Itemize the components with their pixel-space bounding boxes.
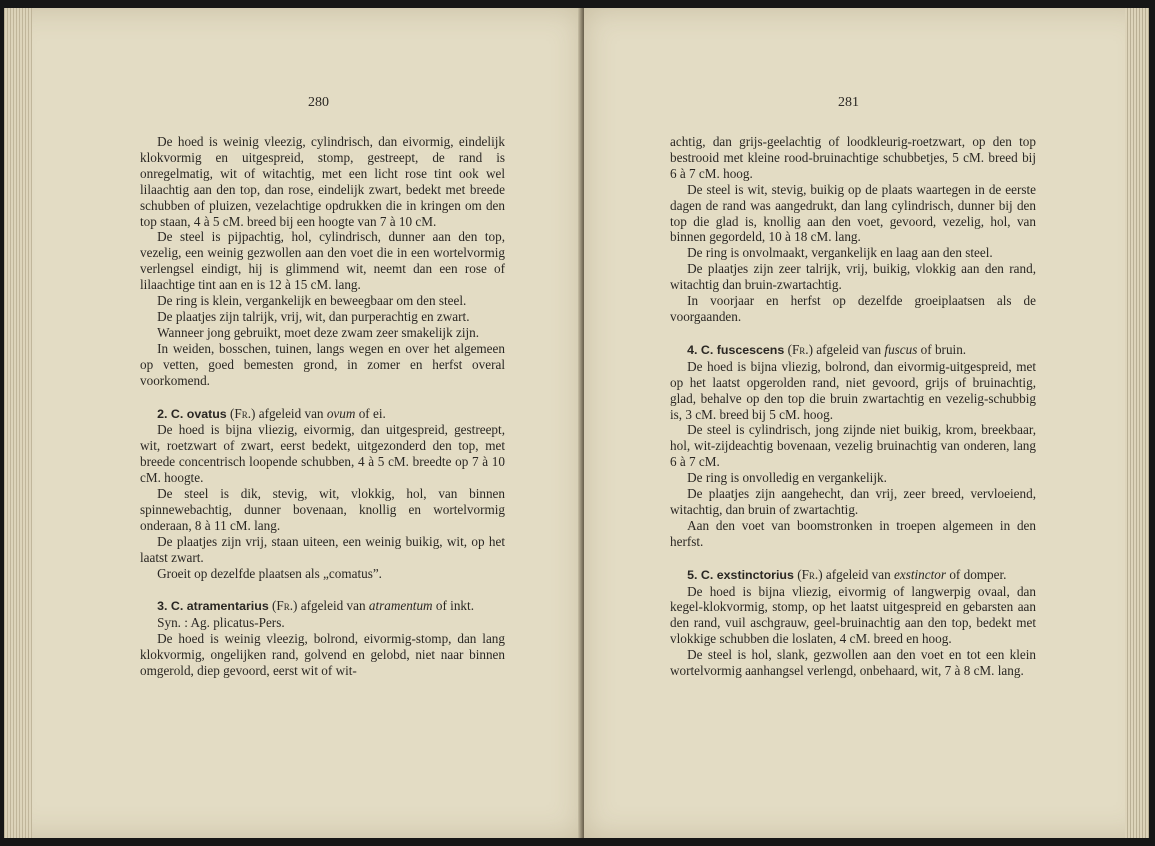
- species-heading: 5. C. exstinctorius (Fr.) afgeleid van exstinctor of domper.: [687, 566, 1007, 582]
- paragraph: In weiden, bosschen, tuinen, langs wegen en over het algemeen op vetten, goed bemesten grond, in zomer en herfst overal voorkomend.: [140, 340, 505, 388]
- page-number-left: 280: [308, 95, 329, 110]
- species-name: 3. C. atramentarius: [157, 599, 269, 614]
- paragraph: De plaatjes zijn zeer talrijk, vrij, buikig, vlokkig aan den rand, witachtig dan bruin-zwartachtig.: [670, 261, 1036, 293]
- paragraph: De steel is cylindrisch, jong zijnde niet buikig, krom, breekbaar, hol, wit-zijdeachtig bovenaan, vezelig bruinachtig van onderen, lang 6 à 7 cM.: [670, 422, 1036, 470]
- paragraph: De plaatjes zijn talrijk, vrij, wit, dan purperachtig en zwart.: [157, 308, 470, 324]
- open-book: [0, 8, 1155, 838]
- paragraph: De ring is klein, vergankelijk en beweegbaar om den steel.: [157, 293, 467, 309]
- paragraph: De steel is dik, stevig, wit, vlokkig, hol, van binnen spinnewebachtig, dunner bovenaan, knollig en wortelvormig onderaan, 8 à 11 cM. lang.: [140, 486, 505, 533]
- paragraph: De ring is onvolledig en vergankelijk.: [687, 470, 887, 486]
- species-name: 2. C. ovatus: [157, 406, 227, 421]
- paragraph: De hoed is weinig vleezig, bolrond, eivormig-stomp, dan lang klokvormig, ongelijken rand, golvend en gelobd, niet naar binnen omgerold, diep gevoord, eerst wit of wit-: [140, 631, 505, 679]
- species-heading: 4. C. fuscescens (Fr.) afgeleid van fuscus of bruin.: [687, 341, 967, 357]
- paragraph: De hoed is bijna vliezig, eivormig, dan uitgespreid, gestreept, wit, roetzwart of zwart, eerst bedekt, uitgezonderd den top, met breede concentrisch loopende schubben, 4 à 5 cM. breedte op 7 à 10 cM. hoogte.: [140, 422, 505, 486]
- paragraph: De ring is onvolmaakt, vergankelijk en laag aan den steel.: [687, 245, 993, 261]
- left-page-text: [140, 134, 505, 679]
- synonym: Syn. : Ag. plicatus-Pers.: [157, 615, 285, 631]
- paragraph: achtig, dan grijs-geelachtig of loodkleurig-roetzwart, op den top bestrooid met kleine rood-bruinachtige schubbetjes, 5 cM. breed bij 6 à 7 cM. hoog.: [670, 134, 1036, 181]
- paragraph: De hoed is bijna vliezig, eivormig of langwerpig ovaal, dan kegel-klokvormig, stomp, op het laatst uitgespreid en gebarsten aan den rand, vuil aschgrauw, geel-bruinachtig aan den top, bedekt met vlokkige schubben die loslaten, 4 cM. breed en hoog.: [670, 583, 1036, 647]
- paragraph: De plaatjes zijn aangehecht, dan vrij, zeer breed, vervloeiend, witachtig, dan bruin of zwartachtig.: [670, 486, 1036, 517]
- page-number-right: 281: [838, 95, 859, 110]
- paragraph: In voorjaar en herfst op dezelfde groeiplaatsen als de voorgaanden.: [670, 293, 1036, 324]
- species-heading: 3. C. atramentarius (Fr.) afgeleid van atramentum of inkt.: [157, 598, 474, 614]
- species-name: 5. C. exstinctorius: [687, 567, 794, 582]
- paragraph: De plaatjes zijn vrij, staan uiteen, een weinig buikig, wit, op het laatst zwart.: [140, 533, 505, 565]
- species-name: 4. C. fuscescens: [687, 342, 785, 357]
- species-heading: 2. C. ovatus (Fr.) afgeleid van ovum of ei.: [157, 405, 386, 421]
- paragraph: Groeit op dezelfde plaatsen als „comatus”.: [157, 565, 382, 581]
- paragraph: Aan den voet van boomstronken in troepen algemeen in den herfst.: [670, 517, 1036, 549]
- paragraph: Wanneer jong gebruikt, moet deze zwam zeer smakelijk zijn.: [157, 324, 480, 340]
- paragraph: De hoed is weinig vleezig, cylindrisch, dan eivormig, eindelijk klokvormig en uitgespreid, stomp, gestreept, de rand is onregelmatig, wit of witachtig, met een licht rose tint ook wel lilaachtig aan den top, dan rose, eindelijk zwart, bedekt met breede schubben of pluizen, vezelachtige opdrukken die in kringen om den top staan, 4 à 5 cM. breed bij een hoogte van 7 à 10 cM.: [140, 134, 505, 229]
- paragraph: De steel is pijpachtig, hol, cylindrisch, dunner aan den top, vezelig, een weinig gezwollen aan den voet die in een wortelvormig verlengsel eindigt, hij is glimmend wit, neemt dan een rose of lilaachtige tint aan en is 12 à 15 cM. lang.: [140, 229, 505, 293]
- paragraph: De hoed is bijna vliezig, bolrond, dan eivormig-uitgespreid, met op het laatst opgerolden rand, niet gevoord, grijs of bruinachtig, glad, behalve op den top die bruin zwartachtig en vezelig-schubbig is, 3 cM. breed bij 5 cM. hoog.: [670, 358, 1036, 422]
- right-page-text: [670, 134, 1036, 679]
- left-page: [4, 8, 582, 838]
- right-page: [584, 8, 1149, 838]
- paragraph: De steel is hol, slank, gezwollen aan den voet en tot een klein wortelvormig aanhangsel verlengd, onbehaard, wit, 7 à 8 cM. lang.: [670, 647, 1036, 679]
- paragraph: De steel is wit, stevig, buikig op de plaats waartegen in de eerste dagen de rand was aangedrukt, dan lang cylindrisch, dunner bij den top die glad is, knollig aan den voet, gevoord, vezelig, hol, van binnen gegordeld, 10 à 18 cM. lang.: [670, 181, 1036, 245]
